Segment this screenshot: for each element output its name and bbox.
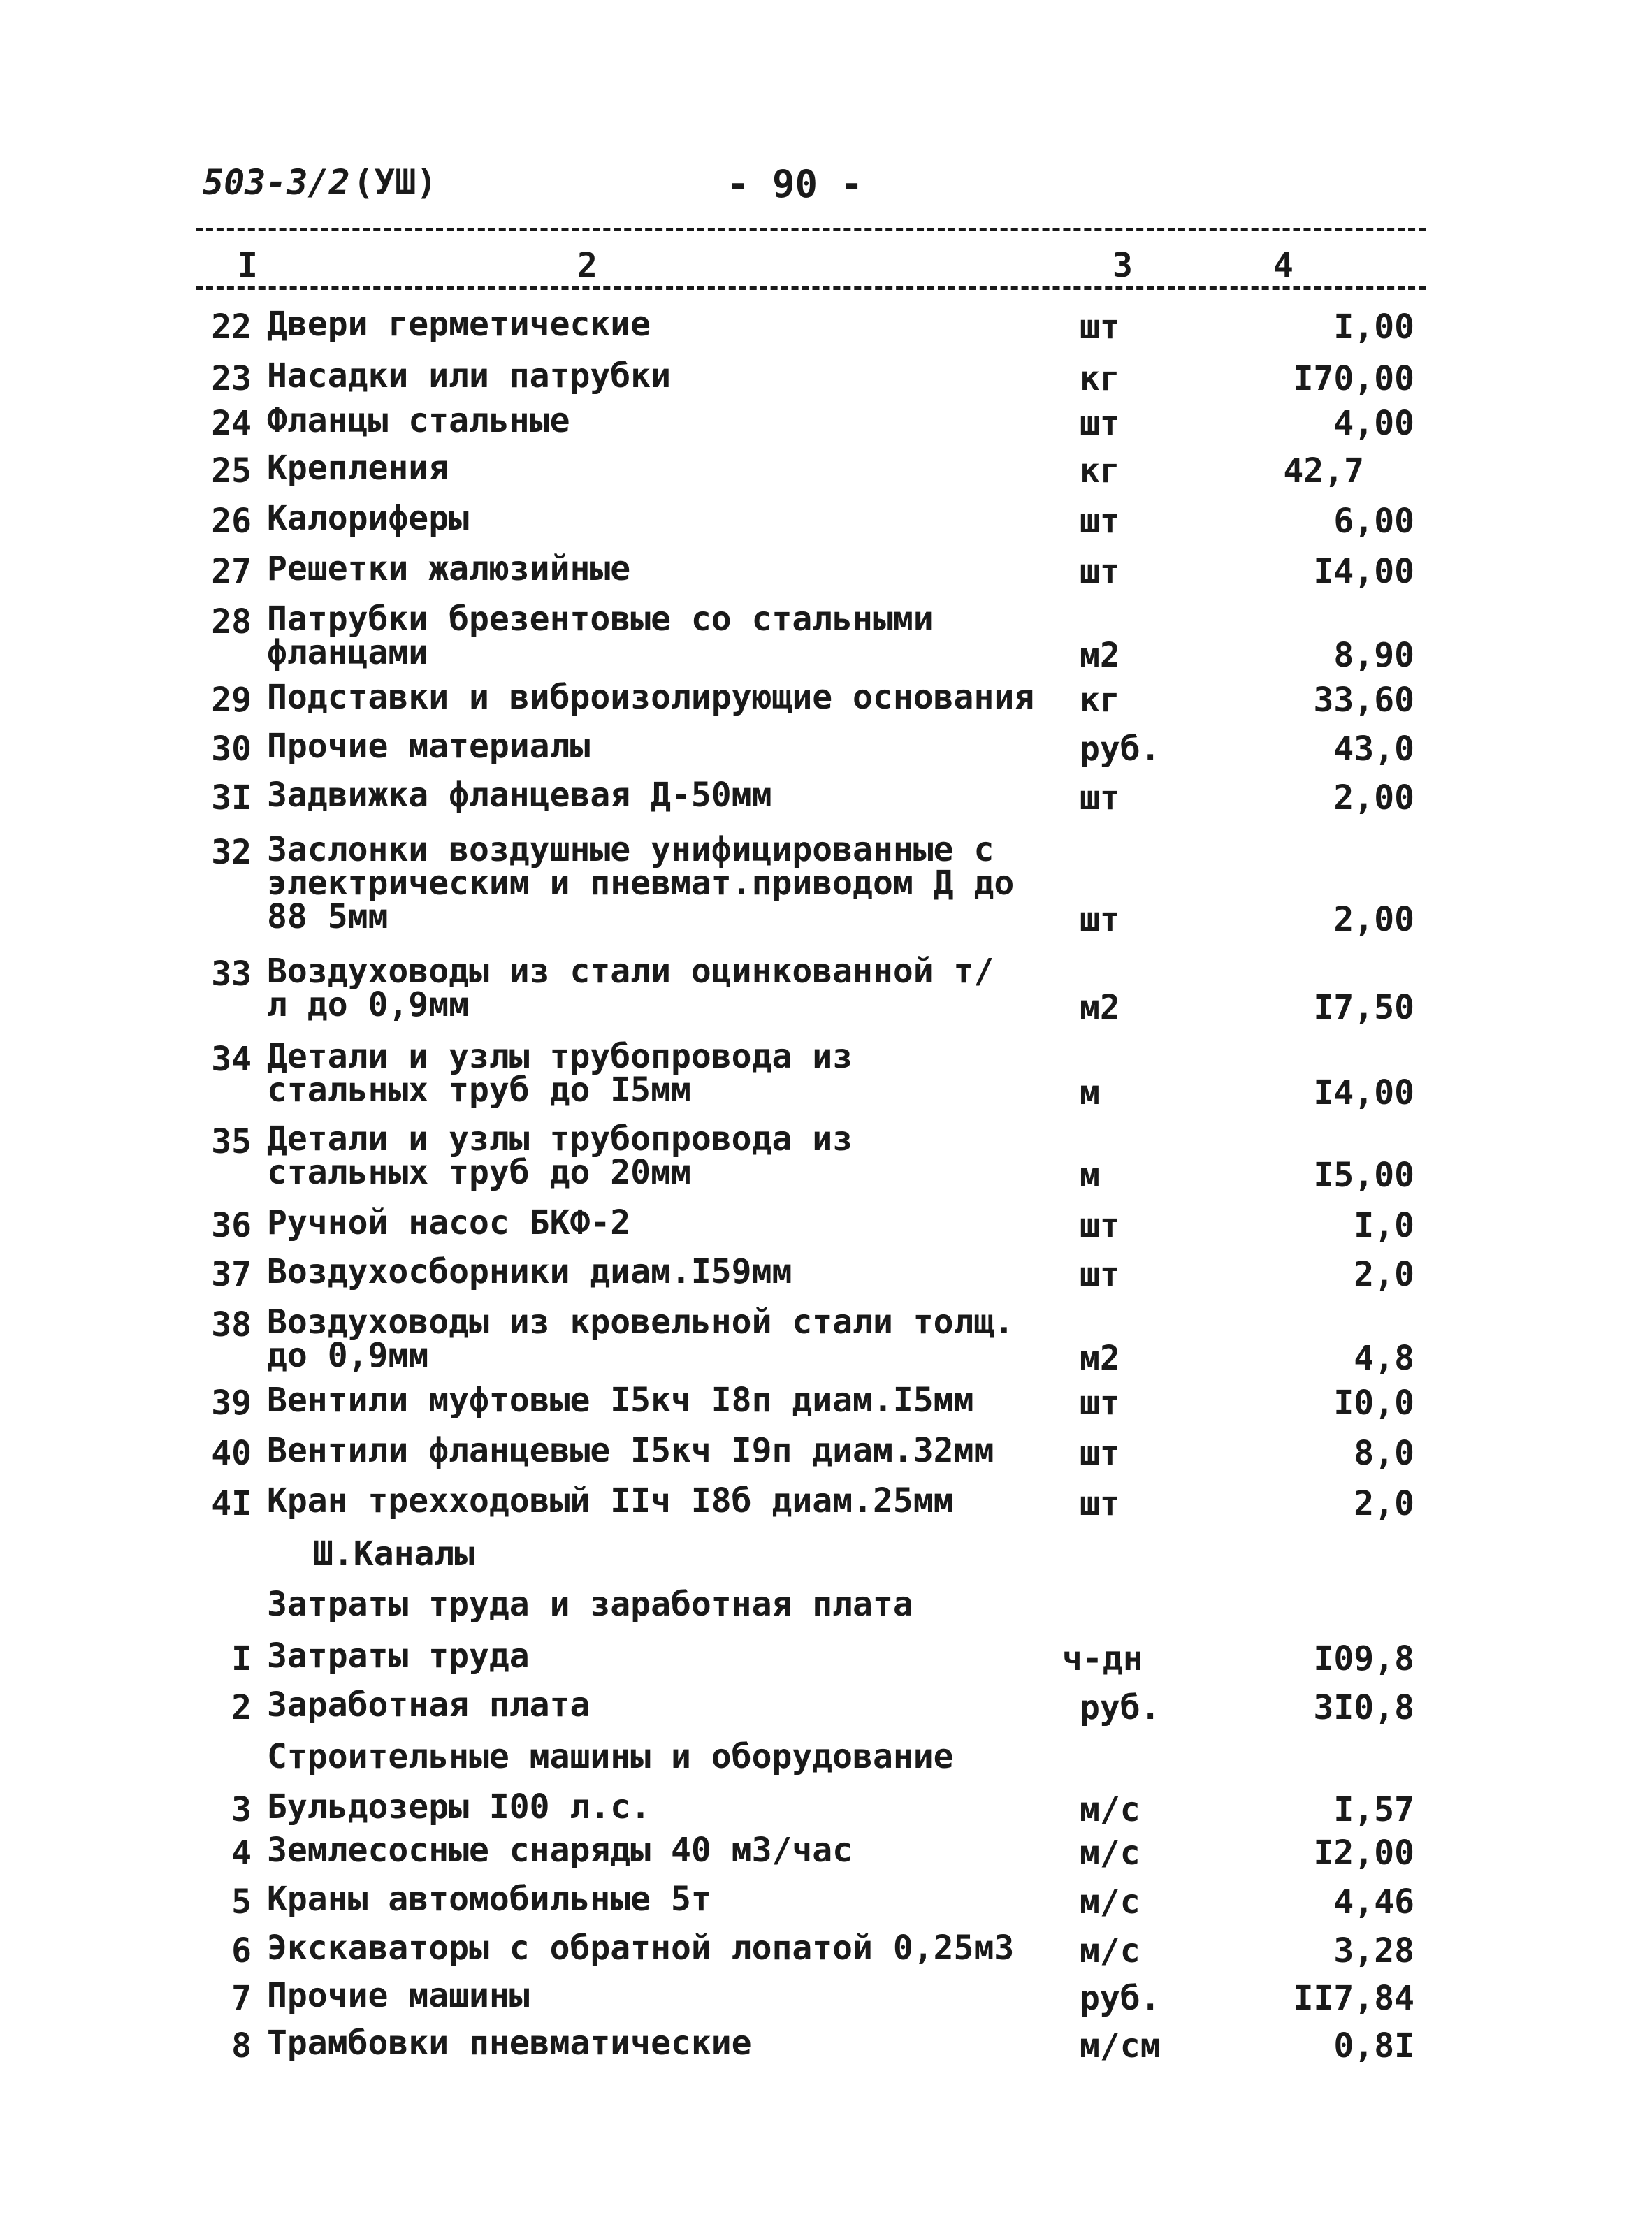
row-unit: ч-дн	[1062, 1639, 1143, 1678]
row-name: Вентили фланцевые I5кч I9п диам.32мм	[267, 1431, 994, 1470]
row-value: 6,00	[1333, 502, 1414, 541]
row-unit: м/см	[1080, 2026, 1161, 2065]
row-number: 2	[231, 1688, 252, 1727]
row-name: Трамбовки пневматические	[267, 2024, 752, 2063]
doc-code: 503-3/2	[203, 162, 350, 203]
row-number: 34	[211, 1040, 252, 1079]
row-unit: шт	[1080, 502, 1120, 541]
row-name: Фланцы стальные	[267, 401, 570, 440]
row-value: I,57	[1333, 1790, 1414, 1829]
machines-group-title: Строительные машины и оборудование	[267, 1737, 954, 1776]
row-name: Детали и узлы трубопровода из стальных труб до I5мм	[267, 1037, 853, 1110]
column-header-2: 2	[577, 246, 597, 285]
row-value: 4,8	[1354, 1339, 1414, 1378]
row-number: 6	[231, 1931, 252, 1970]
row-unit: м/с	[1080, 1931, 1140, 1970]
row-name: Крепления	[267, 449, 449, 488]
row-number: 36	[211, 1206, 252, 1245]
row-unit: шт	[1080, 900, 1120, 939]
row-name: Патрубки брезентовые со стальными фланцами	[267, 600, 934, 672]
row-unit: м2	[1080, 636, 1120, 675]
row-unit: м/с	[1080, 1882, 1140, 1922]
row-value: 42,7	[1283, 451, 1364, 491]
row-name: Землесосные снаряды 40 м3/час	[267, 1831, 853, 1870]
row-name: Детали и узлы трубопровода из стальных труб до 20мм	[267, 1119, 853, 1192]
row-unit: руб.	[1080, 729, 1161, 769]
labor-group-title: Затраты труда и заработная плата	[267, 1585, 913, 1624]
row-value: I09,8	[1313, 1639, 1414, 1678]
column-header-4: 4	[1273, 246, 1294, 285]
row-name: Кран трехходовый IIч I8б диам.25мм	[267, 1481, 954, 1520]
row-unit: кг	[1080, 681, 1120, 720]
row-unit: м	[1080, 1073, 1100, 1112]
row-unit: шт	[1080, 404, 1120, 443]
row-name: Прочие материалы	[267, 727, 590, 766]
row-name: Заслонки воздушные унифицированные с электрическим и пневмат.приводом Д до 88 5мм	[267, 830, 1015, 936]
row-unit: шт	[1080, 307, 1120, 347]
row-value: I5,00	[1313, 1156, 1414, 1195]
row-value: 2,0	[1354, 1484, 1414, 1523]
row-value: 2,00	[1333, 900, 1414, 939]
row-value: I7,50	[1313, 988, 1414, 1027]
row-number: 33	[211, 954, 252, 994]
row-name: Затраты труда	[267, 1636, 530, 1676]
row-value: 4,00	[1333, 404, 1414, 443]
row-unit: кг	[1080, 451, 1120, 491]
row-number: 39	[211, 1384, 252, 1423]
row-name: Калориферы	[267, 499, 469, 538]
row-number: 26	[211, 502, 252, 541]
row-value: 8,0	[1354, 1434, 1414, 1473]
row-name: Прочие машины	[267, 1976, 530, 2015]
row-name: Насадки или патрубки	[267, 356, 671, 395]
row-value: 43,0	[1333, 729, 1414, 769]
row-value: 8,90	[1333, 636, 1414, 675]
row-number: I	[231, 1639, 252, 1678]
row-value: I0,0	[1333, 1384, 1414, 1423]
row-number: 25	[211, 451, 252, 491]
row-value: 33,60	[1313, 681, 1414, 720]
row-name: Ручной насос БКФ-2	[267, 1203, 631, 1242]
row-number: 37	[211, 1255, 252, 1294]
row-unit: шт	[1080, 1255, 1120, 1294]
row-value: I4,00	[1313, 552, 1414, 591]
row-unit: м2	[1080, 988, 1120, 1027]
row-name: Краны автомобильные 5т	[267, 1880, 711, 1919]
row-value: II7,84	[1293, 1979, 1414, 2018]
row-unit: м/с	[1080, 1834, 1140, 1873]
row-number: 4I	[211, 1484, 252, 1523]
row-name: Задвижка фланцевая Д-50мм	[267, 776, 772, 815]
row-number: 3I	[211, 778, 252, 818]
row-unit: шт	[1080, 1384, 1120, 1423]
row-unit: шт	[1080, 552, 1120, 591]
row-unit: м2	[1080, 1339, 1120, 1378]
row-value: I,0	[1354, 1206, 1414, 1245]
row-unit: шт	[1080, 1434, 1120, 1473]
row-name: Подставки и виброизолирующие основания	[267, 678, 1035, 717]
row-number: 24	[211, 404, 252, 443]
row-unit: шт	[1080, 1206, 1120, 1245]
row-value: I70,00	[1293, 359, 1414, 398]
row-number: 35	[211, 1122, 252, 1161]
page-number: - 90 -	[727, 162, 864, 206]
row-unit: шт	[1080, 778, 1120, 818]
row-name: Заработная плата	[267, 1685, 590, 1725]
row-number: 38	[211, 1305, 252, 1344]
row-number: 7	[231, 1979, 252, 2018]
row-value: I2,00	[1313, 1834, 1414, 1873]
row-number: 30	[211, 729, 252, 769]
row-number: 23	[211, 359, 252, 398]
row-name: Воздуховоды из стали оцинкованной т/л до 0,9мм	[267, 952, 994, 1024]
section-title: Ш.Каналы	[313, 1534, 475, 1574]
row-name: Воздуховоды из кровельной стали толщ. до 0,9мм	[267, 1302, 1015, 1375]
row-unit: кг	[1080, 359, 1120, 398]
row-value: I4,00	[1313, 1073, 1414, 1112]
row-number: 3	[231, 1790, 252, 1829]
row-number: 5	[231, 1882, 252, 1922]
row-value: 4,46	[1333, 1882, 1414, 1922]
row-value: 2,00	[1333, 778, 1414, 818]
row-value: 3I0,8	[1313, 1688, 1414, 1727]
row-name: Экскаваторы с обратной лопатой 0,25м3	[267, 1929, 1015, 1968]
row-number: 22	[211, 307, 252, 347]
row-value: 2,0	[1354, 1255, 1414, 1294]
row-name: Вентили муфтовые I5кч I8п диам.I5мм	[267, 1381, 974, 1420]
row-number: 8	[231, 2026, 252, 2065]
row-number: 27	[211, 552, 252, 591]
row-unit: руб.	[1080, 1688, 1161, 1727]
row-number: 28	[211, 602, 252, 641]
row-unit: шт	[1080, 1484, 1120, 1523]
row-value: 0,8I	[1333, 2026, 1414, 2065]
column-header-3: 3	[1113, 246, 1133, 285]
row-name: Решетки жалюзийные	[267, 549, 631, 588]
row-name: Двери герметические	[267, 305, 651, 344]
column-header-1: I	[238, 246, 258, 285]
row-number: 4	[231, 1834, 252, 1873]
row-number: 40	[211, 1434, 252, 1473]
row-unit: руб.	[1080, 1979, 1161, 2018]
row-unit: м	[1080, 1156, 1100, 1195]
row-value: I,00	[1333, 307, 1414, 347]
row-name: Бульдозеры I00 л.с.	[267, 1787, 651, 1827]
row-number: 32	[211, 833, 252, 872]
row-number: 29	[211, 681, 252, 720]
doc-section: (УШ)	[353, 162, 437, 203]
row-name: Воздухосборники диам.I59мм	[267, 1252, 792, 1291]
row-value: 3,28	[1333, 1931, 1414, 1970]
row-unit: м/с	[1080, 1790, 1140, 1829]
